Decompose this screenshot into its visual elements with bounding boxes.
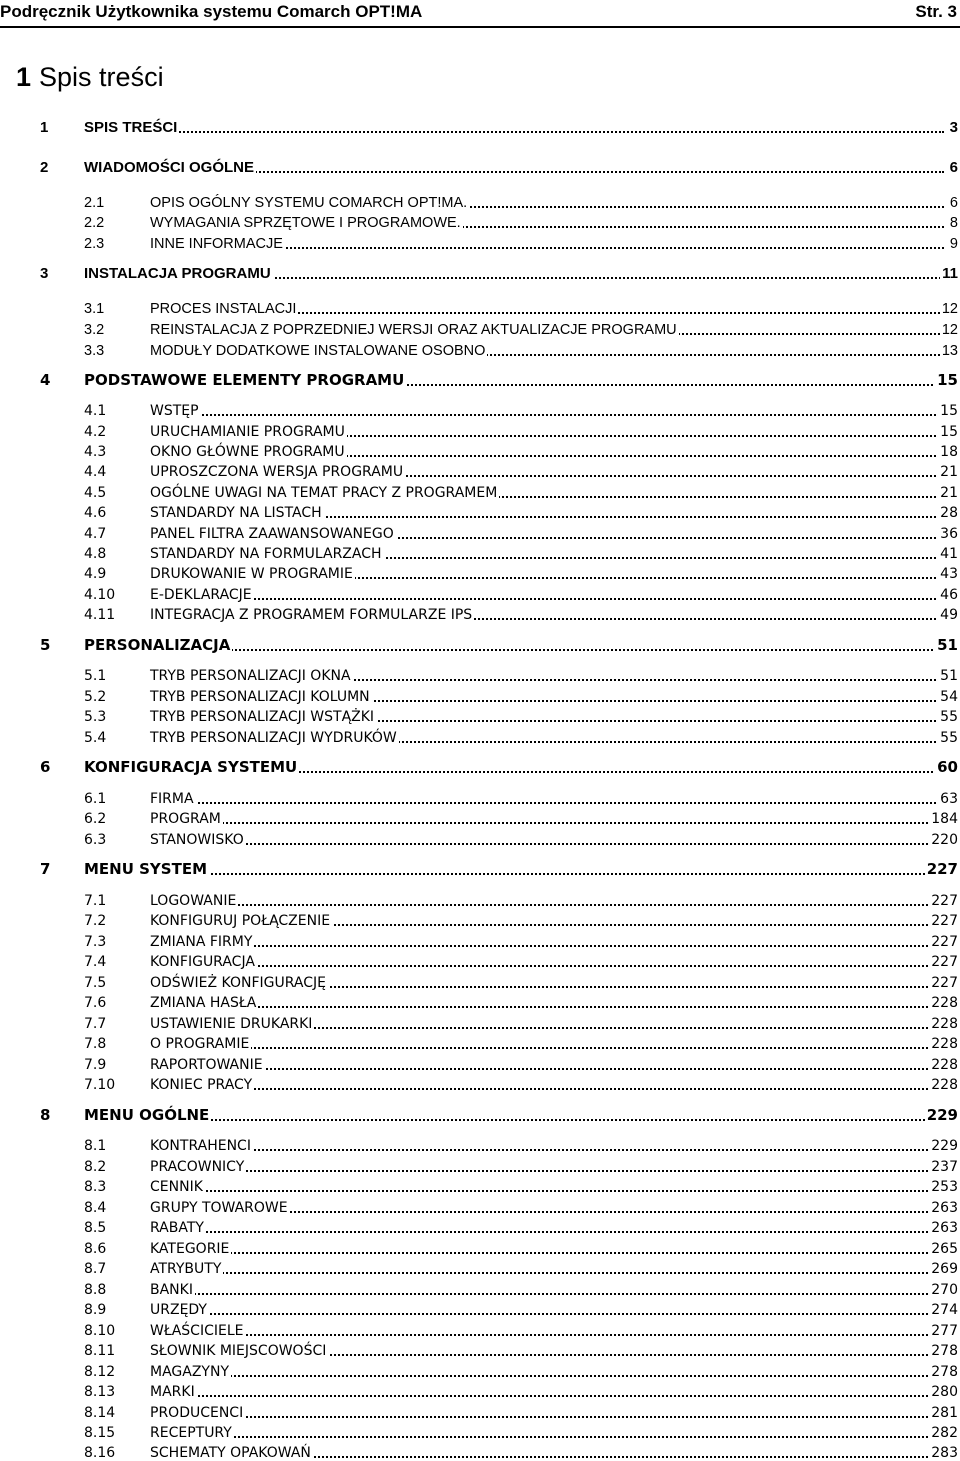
toc-dot-leader — [150, 1231, 944, 1233]
header-page-number: Str. 3 — [915, 2, 957, 21]
toc-entry-label: UPROSZCZONA WERSJA PROGRAMU — [150, 464, 404, 480]
toc-dot-leader — [84, 873, 944, 875]
toc-entry-number: 7.9 — [84, 1057, 107, 1073]
toc-entry-page: 227 — [931, 893, 958, 909]
toc-entry-number: 1 — [40, 119, 49, 136]
toc-entry-number: 4.10 — [84, 587, 116, 603]
toc-entry-number: 8.16 — [84, 1445, 116, 1461]
toc-entry-number: 4.8 — [84, 546, 107, 562]
toc-entry-number: 7.1 — [84, 893, 107, 909]
toc-entry-label: MENU SYSTEM — [84, 860, 208, 878]
toc-entry-label: CENNIK — [150, 1179, 203, 1195]
toc-entry-number: 4.11 — [84, 607, 116, 623]
toc-entry-page: 49 — [940, 607, 958, 623]
toc-entry-label: PROCES INSTALACJI — [150, 301, 297, 317]
toc-dot-leader — [150, 802, 944, 804]
toc-entry-number: 8.4 — [84, 1200, 107, 1216]
toc-entry-number: 8.11 — [84, 1343, 116, 1359]
toc-entry-page: 46 — [940, 587, 958, 603]
toc-dot-leader — [150, 1149, 944, 1151]
toc-entry-label: WŁAŚCICIELE — [150, 1323, 244, 1339]
toc-entry-label: GRUPY TOWAROWE — [150, 1200, 288, 1216]
toc-entry-label: O PROGRAMIE — [150, 1036, 250, 1052]
toc-entry-page: 263 — [931, 1220, 958, 1236]
toc-entry-page: 278 — [931, 1364, 958, 1380]
toc-entry-page: 54 — [940, 689, 958, 705]
toc-section-entry[interactable] — [0, 501, 958, 521]
toc-entry-page: 227 — [931, 954, 958, 970]
toc-entry-page: 21 — [940, 464, 958, 480]
toc-section-entry[interactable] — [0, 583, 958, 603]
toc-title-text: Spis treści — [39, 62, 164, 92]
toc-entry-number: 8.9 — [84, 1302, 107, 1318]
toc-section-entry[interactable] — [0, 1421, 958, 1441]
toc-entry-number: 7.8 — [84, 1036, 107, 1052]
toc-entry-label: ZMIANA FIRMY — [150, 934, 253, 950]
toc-entry-page: 51 — [940, 668, 958, 684]
toc-entry-page: 12 — [941, 322, 958, 338]
toc-entry-number: 8.5 — [84, 1220, 107, 1236]
toc-entry-number: 7.5 — [84, 975, 107, 991]
toc-dot-leader — [150, 1190, 944, 1192]
toc-entry-page: 184 — [931, 811, 958, 827]
toc-entry-label: MENU OGÓLNE — [84, 1106, 210, 1124]
toc-chapter-entry[interactable] — [0, 116, 958, 136]
toc-entry-label: TRYB PERSONALIZACJI KOLUMN — [150, 689, 370, 705]
toc-section-entry[interactable] — [0, 1032, 958, 1052]
toc-entry-page: 227 — [931, 913, 958, 929]
toc-entry-label: WSTĘP — [150, 403, 199, 419]
toc-section-entry[interactable] — [0, 889, 958, 909]
toc-entry-page: 15 — [940, 424, 958, 440]
toc-entry-page: 227 — [931, 975, 958, 991]
toc-dot-leader — [150, 598, 944, 600]
toc-entry-label: STANDARDY NA LISTACH — [150, 505, 322, 521]
toc-entry-label: WIADOMOŚCI OGÓLNE — [84, 159, 254, 176]
toc-section-entry[interactable] — [0, 542, 958, 562]
toc-dot-leader — [84, 131, 944, 133]
toc-entry-label: RAPORTOWANIE — [150, 1057, 263, 1073]
toc-entry-page: 278 — [931, 1343, 958, 1359]
toc-entry-page: 270 — [931, 1282, 958, 1298]
toc-section-entry[interactable] — [0, 603, 958, 623]
toc-section-entry[interactable] — [0, 1237, 958, 1257]
toc-entry-label: SPIS TREŚCI — [84, 119, 178, 136]
toc-entry-label: TRYB PERSONALIZACJI OKNA — [150, 668, 351, 684]
toc-entry-number: 7.2 — [84, 913, 107, 929]
toc-section-entry[interactable] — [0, 1216, 958, 1236]
toc-dot-leader — [150, 1252, 944, 1254]
toc-dot-leader — [150, 1088, 944, 1090]
toc-entry-number: 7 — [40, 860, 51, 878]
toc-section-entry[interactable] — [0, 1257, 958, 1277]
toc-entry-page: 9 — [949, 236, 958, 252]
toc-entry-number: 7.10 — [84, 1077, 116, 1093]
toc-section-entry[interactable] — [0, 950, 958, 970]
toc-section-entry[interactable] — [0, 211, 958, 231]
toc-entry-label: LOGOWANIE — [150, 893, 237, 909]
toc-entry-number: 4.7 — [84, 526, 107, 542]
toc-section-entry[interactable] — [0, 522, 958, 542]
toc-entry-page: 36 — [940, 526, 958, 542]
toc-dot-leader — [150, 1170, 944, 1172]
toc-entry-label: INNE INFORMACJE — [150, 236, 283, 252]
toc-entry-number: 6.3 — [84, 832, 107, 848]
toc-section-entry[interactable] — [0, 399, 958, 419]
toc-dot-leader — [150, 1416, 944, 1418]
toc-entry-label: OPIS OGÓLNY SYSTEMU COMARCH OPT!MA. — [150, 195, 468, 211]
toc-entry-number: 2 — [40, 159, 49, 176]
toc-entry-label: OKNO GŁÓWNE PROGRAMU — [150, 444, 345, 460]
toc-entry-label: PERSONALIZACJA — [84, 636, 231, 654]
toc-section-entry[interactable] — [0, 318, 958, 338]
toc-entry-number: 8.7 — [84, 1261, 107, 1277]
toc-entry-page: 15 — [940, 403, 958, 419]
toc-entry-label: INTEGRACJA Z PROGRAMEM FORMULARZE IPS — [150, 607, 473, 623]
toc-entry-page: 6 — [949, 195, 958, 211]
toc-entry-number: 4.4 — [84, 464, 107, 480]
toc-entry-page: 11 — [942, 265, 958, 282]
toc-section-entry[interactable] — [0, 726, 958, 746]
toc-entry-page: 283 — [931, 1445, 958, 1461]
toc-entry-number: 4 — [40, 371, 51, 389]
toc-entry-page: 55 — [940, 709, 958, 725]
toc-section-entry[interactable] — [0, 1339, 958, 1359]
toc-entry-page: 227 — [926, 860, 958, 878]
toc-entry-page: 269 — [931, 1261, 958, 1277]
toc-chapter-entry[interactable] — [0, 156, 958, 176]
toc-entry-label: PRODUCENCI — [150, 1405, 244, 1421]
toc-entry-label: KATEGORIE — [150, 1241, 230, 1257]
toc-entry-number: 8 — [40, 1106, 51, 1124]
toc-entry-page: 3 — [949, 119, 958, 136]
toc-entry-page: 229 — [926, 1106, 958, 1124]
toc-dot-leader — [150, 945, 944, 947]
toc-section-entry[interactable] — [0, 909, 958, 929]
toc-section-entry[interactable] — [0, 191, 958, 211]
toc-entry-label: MODUŁY DODATKOWE INSTALOWANE OSOBNO — [150, 343, 486, 359]
toc-entry-page: 21 — [940, 485, 958, 501]
toc-entry-label: PANEL FILTRA ZAAWANSOWANEGO — [150, 526, 394, 542]
toc-entry-number: 5.1 — [84, 668, 107, 684]
toc-entry-page: 228 — [931, 1077, 958, 1093]
toc-chapter-entry[interactable] — [0, 1104, 958, 1124]
toc-entry-number: 6.2 — [84, 811, 107, 827]
toc-section-entry[interactable] — [0, 232, 958, 252]
toc-entry-number: 4.2 — [84, 424, 107, 440]
toc-entry-label: KONTRAHENCI — [150, 1138, 251, 1154]
toc-entry-number: 2.1 — [84, 195, 105, 211]
toc-chapter-entry[interactable] — [0, 369, 958, 389]
toc-section-entry[interactable] — [0, 807, 958, 827]
toc-section-entry[interactable] — [0, 1298, 958, 1318]
toc-entry-label: STANOWISKO — [150, 832, 244, 848]
toc-section-entry[interactable] — [0, 1134, 958, 1154]
toc-section-entry[interactable] — [0, 1278, 958, 1298]
toc-entry-number: 7.6 — [84, 995, 107, 1011]
toc-entry-page: 253 — [931, 1179, 958, 1195]
toc-entry-number: 5.2 — [84, 689, 107, 705]
toc-entry-label: BANKI — [150, 1282, 193, 1298]
toc-chapter-entry[interactable] — [0, 756, 958, 776]
toc-section-entry[interactable] — [0, 971, 958, 991]
toc-dot-leader — [150, 822, 944, 824]
toc-entry-number: 8.6 — [84, 1241, 107, 1257]
toc-entry-label: KONFIGURACJA — [150, 954, 255, 970]
toc-section-entry[interactable] — [0, 685, 958, 705]
toc-section-entry[interactable] — [0, 1053, 958, 1073]
toc-entry-label: ZMIANA HASŁA — [150, 995, 257, 1011]
toc-section-entry[interactable] — [0, 705, 958, 725]
toc-entry-page: 55 — [940, 730, 958, 746]
toc-chapter-entry[interactable] — [0, 858, 958, 878]
toc-section-entry[interactable] — [0, 1360, 958, 1380]
toc-section-entry[interactable] — [0, 991, 958, 1011]
toc-entry-page: 263 — [931, 1200, 958, 1216]
toc-dot-leader — [84, 1119, 944, 1121]
toc-section-entry[interactable] — [0, 1380, 958, 1400]
toc-entry-label: FIRMA — [150, 791, 194, 807]
toc-entry-label: KONIEC PRACY — [150, 1077, 253, 1093]
toc-entry-number: 3 — [40, 265, 49, 282]
toc-entry-page: 229 — [931, 1138, 958, 1154]
toc-entry-number: 8.10 — [84, 1323, 116, 1339]
toc-entry-page: 60 — [937, 758, 958, 776]
toc-entry-page: 8 — [949, 215, 958, 231]
toc-entry-label: USTAWIENIE DRUKARKI — [150, 1016, 313, 1032]
toc-section-entry[interactable] — [0, 1073, 958, 1093]
toc-entry-number: 8.13 — [84, 1384, 116, 1400]
toc-entry-page: 12 — [941, 301, 958, 317]
toc-entry-page: 51 — [937, 636, 958, 654]
toc-entry-page: 228 — [931, 1057, 958, 1073]
toc-dot-leader — [150, 1334, 944, 1336]
toc-entry-number: 8.8 — [84, 1282, 107, 1298]
header-title: Podręcznik Użytkownika systemu Comarch OPT!MA — [0, 2, 423, 21]
toc-entry-number: 4.5 — [84, 485, 107, 501]
toc-entry-label: INSTALACJA PROGRAMU — [84, 265, 271, 282]
toc-entry-page: 227 — [931, 934, 958, 950]
toc-entry-label: OGÓLNE UWAGI NA TEMAT PRACY Z PROGRAMEM — [150, 485, 498, 501]
toc-entry-number: 2.2 — [84, 215, 105, 231]
toc-entry-page: 265 — [931, 1241, 958, 1257]
toc-entry-number: 8.1 — [84, 1138, 107, 1154]
toc-dot-leader — [150, 965, 944, 967]
toc-entry-number: 7.4 — [84, 954, 107, 970]
toc-entry-number: 4.6 — [84, 505, 107, 521]
toc-section-entry[interactable] — [0, 1319, 958, 1339]
toc-entry-label: ATRYBUTY — [150, 1261, 222, 1277]
toc-entry-number: 5 — [40, 636, 51, 654]
toc-entry-page: 220 — [931, 832, 958, 848]
toc-entry-label: KONFIGURACJA SYSTEMU — [84, 758, 298, 776]
toc-entry-page: 277 — [931, 1323, 958, 1339]
toc-section-entry[interactable] — [0, 1196, 958, 1216]
toc-entry-number: 6 — [40, 758, 51, 776]
toc-entry-label: REINSTALACJA Z POPRZEDNIEJ WERSJI ORAZ AKTUALIZACJE PROGRAMU — [150, 322, 677, 338]
toc-entry-number: 3.2 — [84, 322, 105, 338]
toc-dot-leader — [150, 1006, 944, 1008]
toc-entry-number: 4.9 — [84, 566, 107, 582]
toc-entry-label: RECEPTURY — [150, 1425, 232, 1441]
toc-entry-page: 228 — [931, 995, 958, 1011]
toc-entry-number: 8.14 — [84, 1405, 116, 1421]
toc-entry-number: 7.3 — [84, 934, 107, 950]
toc-section-entry[interactable] — [0, 339, 958, 359]
toc-entry-page: 18 — [940, 444, 958, 460]
toc-entry-number: 4.1 — [84, 403, 107, 419]
toc-entry-page: 282 — [931, 1425, 958, 1441]
toc-section-entry[interactable] — [0, 930, 958, 950]
toc-entry-label: PROGRAM — [150, 811, 221, 827]
toc-entry-label: SŁOWNIK MIEJSCOWOŚCI — [150, 1343, 327, 1359]
toc-entry-number: 6.1 — [84, 791, 107, 807]
toc-entry-label: TRYB PERSONALIZACJI WSTĄŻKI — [150, 709, 375, 725]
toc-entry-number: 3.3 — [84, 343, 105, 359]
toc-dot-leader — [150, 414, 944, 416]
toc-entry-number: 5.4 — [84, 730, 107, 746]
toc-entry-page: 228 — [931, 1036, 958, 1052]
toc-dot-leader — [150, 1313, 944, 1315]
toc-section-entry[interactable] — [0, 440, 958, 460]
toc-entry-number: 8.15 — [84, 1425, 116, 1441]
toc-entry-page: 41 — [940, 546, 958, 562]
toc-entry-label: URZĘDY — [150, 1302, 207, 1318]
toc-entry-page: 6 — [949, 159, 958, 176]
toc-section-entry[interactable] — [0, 1175, 958, 1195]
toc-entry-label: MAGAZYNY — [150, 1364, 230, 1380]
toc-entry-label: DRUKOWANIE W PROGRAMIE — [150, 566, 353, 582]
toc-dot-leader — [150, 1395, 944, 1397]
toc-entry-page: 281 — [931, 1405, 958, 1421]
toc-entry-page: 274 — [931, 1302, 958, 1318]
toc-section-entry[interactable] — [0, 481, 958, 501]
toc-section-entry[interactable] — [0, 562, 958, 582]
toc-entry-number: 8.3 — [84, 1179, 107, 1195]
toc-entry-number: 2.3 — [84, 236, 105, 252]
toc-section-entry[interactable] — [0, 828, 958, 848]
toc-entry-number: 7.7 — [84, 1016, 107, 1032]
toc-entry-label: KONFIGURUJ POŁĄCZENIE — [150, 913, 331, 929]
toc-entry-label: PODSTAWOWE ELEMENTY PROGRAMU — [84, 371, 405, 389]
toc-entry-label: SCHEMATY OPAKOWAŃ — [150, 1445, 311, 1461]
toc-section-entry[interactable] — [0, 1441, 958, 1461]
toc-dot-leader — [150, 1293, 944, 1295]
toc-entry-number: 8.2 — [84, 1159, 107, 1175]
toc-entry-label: STANDARDY NA FORMULARZACH — [150, 546, 382, 562]
toc-section-entry[interactable] — [0, 664, 958, 684]
toc-section-entry[interactable] — [0, 1155, 958, 1175]
toc-entry-page: 63 — [940, 791, 958, 807]
toc-entry-page: 43 — [940, 566, 958, 582]
toc-section-entry[interactable] — [0, 787, 958, 807]
toc-entry-number: 4.3 — [84, 444, 107, 460]
toc-entry-page: 228 — [931, 1016, 958, 1032]
toc-entry-page: 28 — [940, 505, 958, 521]
toc-dot-leader — [150, 1375, 944, 1377]
toc-chapter-entry[interactable] — [0, 634, 958, 654]
toc-entry-label: MARKI — [150, 1384, 195, 1400]
toc-dot-leader — [150, 1068, 944, 1070]
toc-entry-page: 13 — [941, 343, 958, 359]
toc-chapter-entry[interactable] — [0, 262, 958, 282]
toc-dot-leader — [150, 904, 944, 906]
toc-dot-leader — [150, 1436, 944, 1438]
toc-section-entry[interactable] — [0, 1012, 958, 1032]
toc-entry-label: E-DEKLARACJE — [150, 587, 252, 603]
toc-entry-label: PRACOWNICY — [150, 1159, 245, 1175]
toc-section-entry[interactable] — [0, 1401, 958, 1421]
toc-entry-label: ODŚWIEŻ KONFIGURACJĘ — [150, 975, 326, 991]
toc-section-entry[interactable] — [0, 297, 958, 317]
toc-entry-label: TRYB PERSONALIZACJI WYDRUKÓW — [150, 730, 397, 746]
toc-entry-number: 3.1 — [84, 301, 105, 317]
toc-entry-number: 5.3 — [84, 709, 107, 725]
toc-entry-label: WYMAGANIA SPRZĘTOWE I PROGRAMOWE. — [150, 215, 461, 231]
toc-entry-page: 237 — [931, 1159, 958, 1175]
toc-entry-label: RABATY — [150, 1220, 204, 1236]
toc-section-entry[interactable] — [0, 420, 958, 440]
toc-title-number: 1 — [16, 62, 32, 92]
toc-entry-page: 15 — [937, 371, 958, 389]
toc-dot-leader — [150, 1047, 944, 1049]
toc-section-entry[interactable] — [0, 460, 958, 480]
toc-entry-page: 280 — [931, 1384, 958, 1400]
toc-dot-leader — [150, 1272, 944, 1274]
toc-dot-leader — [150, 843, 944, 845]
toc-entry-label: URUCHAMIANIE PROGRAMU — [150, 424, 345, 440]
toc-entry-number: 8.12 — [84, 1364, 116, 1380]
